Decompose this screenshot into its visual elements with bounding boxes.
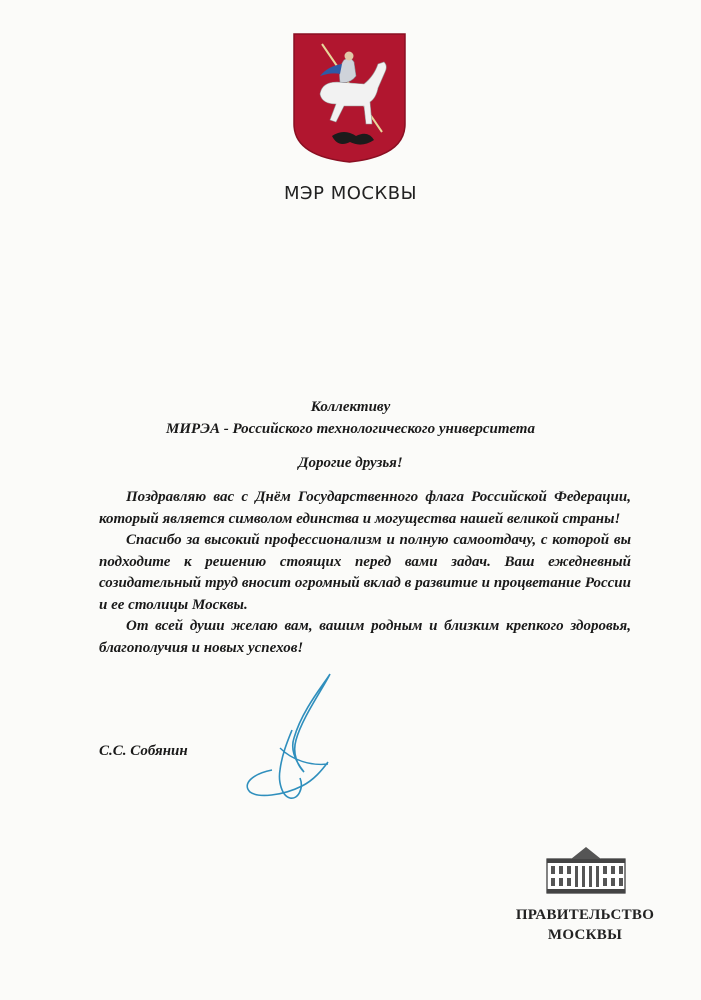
addressee (95, 396, 606, 440)
signer-name: С.С. Собянин (99, 743, 188, 759)
greeting: Дорогие друзья! (298, 455, 403, 471)
government-title-line: ПРАВИТЕЛЬСТВО (515, 907, 655, 923)
paragraph: Поздравляю вас с Днём Государственного флага Российской Федерации, который является символом единства и могущества нашей великой страны! (99, 489, 631, 527)
government-title-line: МОСКВЫ (547, 927, 623, 943)
paragraph: Спасибо за высокий профессионализм и полную самоотдачу, с которой вы подходите к решению стоящих перед вами задач. Ваш ежедневный созидательный труд вносит огромный вклад в развитие и процветание России и ее столицы Москвы. (99, 532, 631, 613)
signature (232, 670, 362, 810)
letter-body (99, 487, 631, 659)
page-title: МЭР МОСКВЫ (284, 183, 417, 204)
government-building-icon (545, 843, 627, 895)
government-title (505, 905, 665, 945)
moscow-coat-of-arms-icon (292, 32, 407, 164)
addressee-line: Коллективу (310, 399, 391, 415)
paragraph: От всей души желаю вам, вашим родным и близким крепкого здоровья, благополучия и новых успехов! (99, 618, 631, 656)
addressee-line: МИРЭА - Российского технологического университета (166, 421, 535, 437)
